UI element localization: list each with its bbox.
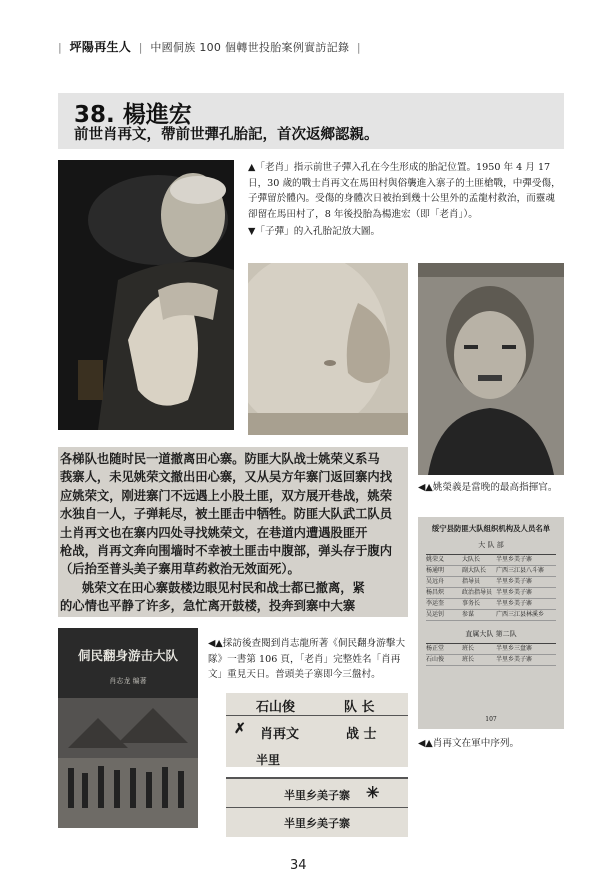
- birthmark-closeup-image: [248, 263, 408, 435]
- photo-birthmark-location: [58, 160, 234, 430]
- book-text-block: 各梯队也随时民一道撤离田心寨。防匪大队战士姚荣义系马 莪寨人，未见姚荣文撤出田心寨，又从吴方年寨门返回寨内找 应姚荣文，刚进寨门不远遇上小股土匪，双方展开巷战，姚荣 水独自一人，子弹耗尽，被土匪击中牺牲。防匪大队武工队员 土肖再文也在寨内四处寻找姚荣文，在巷道内遭遇股匪开 枪战，肖再文奔向围墙时不幸被土匪击中腹部，弹头存于腹内 （后抬至普头美子寨用草药救治无效面死）。 姚荣文在田心寨鼓楼边眼见村民和战士都已撤离，紧 的心情也平静了许多，急忙离开鼓楼，投奔到寨中大寨: [60, 451, 393, 614]
- roster-page-number: 107: [485, 716, 497, 723]
- roster-table-2: [426, 643, 556, 666]
- roster-row: 石山俊 班长 半里乡美子寨: [426, 655, 556, 666]
- scan-book-text: [58, 447, 408, 617]
- caption-book: ◀▲採訪後查閱到肖志龍所著《侗民翻身游擊大隊》一書第 106 頁，「老肖」完整姓名「肖再文」重見天日。普頭美子寨即今三盤村。: [208, 638, 406, 681]
- roster-row: 杨正堂 班长 半里乡三盘寨: [426, 644, 556, 655]
- roster-zoom-row-3: 半里乡美子寨 ✳: [226, 783, 408, 808]
- scan-roster-zoom-2: [226, 777, 408, 837]
- running-header: | 坪陽再生人 | 中國侗族 100 個轉世投胎案例實訪記錄 |: [58, 40, 361, 54]
- roster-header: 绥宁县防匪大队组织机构及人员名单: [431, 524, 551, 533]
- roster-row: 吴远舟 指导员 半里乡美子寨: [426, 577, 556, 588]
- page-number: 34: [290, 858, 307, 873]
- caption-main: [248, 160, 564, 240]
- handwritten-asterisk: ✳: [366, 783, 380, 802]
- roster-zoom-row-4: 半里乡美子寨: [284, 817, 350, 830]
- book-cover-author: 肖志龙 编著: [109, 677, 147, 685]
- yao-portrait-image: [418, 263, 564, 475]
- roster-zoom-row-2: ✗ 肖再文 战 士: [234, 721, 377, 742]
- case-title: 38. 楊進宏: [74, 102, 192, 128]
- case-subtitle: 前世肖再文，帶前世彈孔胎記，首次返鄉認親。: [74, 127, 379, 143]
- photo-yao-portrait: [418, 263, 564, 475]
- photo-book-cover: [58, 628, 198, 828]
- roster-row: 杨昌炽 政治指导员 半里乡美子寨: [426, 588, 556, 599]
- roster-subheader: 大 队 部: [478, 541, 504, 549]
- caption-roster: ◀▲肖再文在軍中序列。: [418, 738, 520, 749]
- roster-row: 杨通明 副大队长 广西三江县八斗寨: [426, 566, 556, 577]
- caption-bullet-text: ▼「子彈」的入孔胎記放大圖。: [248, 226, 381, 238]
- book-title: 坪陽再生人: [69, 40, 132, 54]
- handwritten-check-mark: ✗: [234, 721, 246, 737]
- roster-zoom-row-1: 石山俊 队 长: [226, 693, 408, 716]
- caption-main-text: ▲「老肖」指示前世子彈入孔在今生形成的胎記位置。1950 年 4 月 17 日，30 歲的戰士肖再文在馬田村與俗襲進入寨子的土匪槍戰，中彈受傷，子彈留於體內。受傷的身體次日被抬到幾十公里外的孟龍村救治，而靈魂卻留在馬田村了，8 年後投胎為楊進宏（即「老肖」）。: [248, 162, 561, 220]
- book-cover-title: 侗民翻身游击大队: [77, 648, 178, 663]
- birthmark-location-image: [58, 160, 234, 430]
- photo-birthmark-closeup: [248, 263, 408, 435]
- roster-row: 吴运钊 参谋 广西三江县林溪乡: [426, 610, 556, 621]
- series-title: 中國侗族 100 個轉世投胎案例實訪記錄: [150, 41, 350, 54]
- scan-roster-zoom-1: [226, 693, 408, 767]
- roster-row: 李运奎 事务长 半里乡美子寨: [426, 599, 556, 610]
- caption-yao: ◀▲姚榮義是當晚的最高指揮官。: [418, 482, 558, 493]
- roster-subheader-2: 直属大队 第二队: [465, 630, 517, 638]
- roster-zoom-row-2b: 半里: [256, 753, 281, 767]
- book-cover-photo-image: [58, 628, 198, 828]
- roster-table: [426, 554, 556, 621]
- scan-roster-page: [418, 517, 564, 729]
- roster-row: 姚荣义 大队长 半里乡美子寨: [426, 555, 556, 566]
